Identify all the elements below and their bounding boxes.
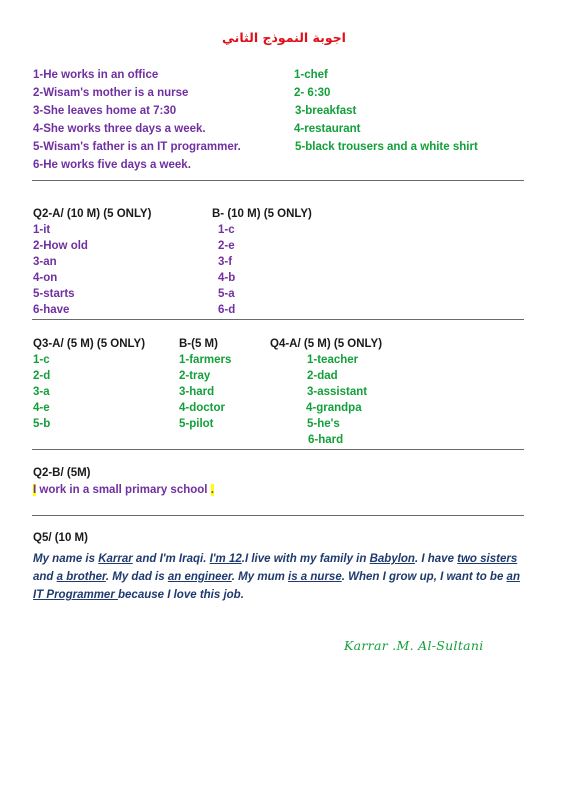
answer-line: 1-teacher [307,354,359,366]
answer-line: 5-Wisam's father is an IT programmer. [33,141,241,153]
answer-line: 1-farmers [179,354,232,366]
answer-line: 1-it [33,224,51,236]
answer-line: 4-grandpa [306,402,362,414]
q3a-block [33,336,145,432]
answer-line: 3-assistant [307,386,368,398]
answer-line: 5-b [33,418,51,430]
q1-right-answers [294,67,478,155]
answer-line: 3-an [33,256,57,268]
highlight-mark: I [33,484,37,496]
answer-line: 2-e [218,240,235,252]
answer-line: 2-dad [307,370,338,382]
answer-line: 4-doctor [179,402,225,414]
divider [32,515,524,516]
answer-line: 4-She works three days a week. [33,123,206,135]
answer-line: 3-She leaves home at 7:30 [33,105,177,117]
underlined-answer: I'm 12 [209,553,242,565]
answer-line: 2-Wisam's mother is a nurse [33,87,189,99]
q2b-match-block [212,206,312,318]
q1-left-answers [33,67,241,173]
underlined-answer: Karrar [98,553,133,565]
answer-text: work in a small primary school [36,484,211,496]
text-run: . When I grow up, I want to be [341,571,507,583]
underlined-answer: a brother [56,571,106,583]
answer-line: 6-have [33,304,70,316]
signature: Karrar .M. Al-Sultani [344,638,484,653]
answer-line: 4-b [218,272,236,284]
q5-paragraph [33,550,533,604]
answer-line: 2-tray [179,370,211,382]
answer-line: 4-e [33,402,50,414]
section-heading: Q3-A/ (5 M) (5 ONLY) [33,338,146,350]
answer-line: 1-chef [294,69,328,81]
text-run: . My mum [231,571,289,583]
q2b-answer [33,482,214,498]
underlined-answer: an engineer [167,571,232,583]
answer-line: 6-He works five days a week. [33,159,191,171]
page-title: اجوبة النموذج الثاني [222,30,346,45]
text-run: . I have [414,553,458,565]
divider [32,449,524,450]
section-heading: Q4-A/ (5 M) (5 ONLY) [270,338,383,350]
divider [32,180,524,181]
answer-line: 5-pilot [179,418,214,430]
q3b-block [179,336,231,432]
answer-line: 3-hard [179,386,215,398]
answer-line: 6-hard [308,434,344,446]
divider [32,319,524,320]
answer-line: 5-he's [307,418,340,430]
answer-line: 4-on [33,272,58,284]
text-run: My name is [33,553,99,565]
text-run: .I live with my family in [241,553,370,565]
section-heading: B- (10 M) (5 ONLY) [212,208,312,220]
answer-line: 1-c [33,354,50,366]
underlined-answer: is a nurse [288,571,342,583]
text-run: and I'm Iraqi. [132,553,210,565]
text-run: . My dad is [105,571,168,583]
q4a-block [270,336,382,448]
answer-line: 1-c [218,224,235,236]
answer-line: 4-restaurant [294,123,361,135]
section-heading: Q2-B/ (5M) [33,467,91,479]
underlined-answer: Babylon [369,553,415,565]
answer-line: 3-a [33,386,50,398]
q2a-block [33,206,151,318]
answer-line: 2-d [33,370,51,382]
answer-line: 3-f [218,256,233,268]
answer-line: 5-black trousers and a white shirt [295,141,478,153]
highlight-mark: . [210,484,214,496]
text-run: because I love this job. [118,589,244,601]
answer-line: 5-a [218,288,235,300]
section-heading: Q5/ (10 M) [33,532,88,544]
answer-line: 3-breakfast [295,105,357,117]
underlined-answer: an IT Programmer [33,571,520,601]
answer-line: 6-d [218,304,236,316]
answer-line: 5-starts [33,288,75,300]
answer-line: 2-How old [33,240,88,252]
answer-line: 1-He works in an office [33,69,159,81]
section-heading: Q2-A/ (10 M) (5 ONLY) [33,208,152,220]
section-heading: B-(5 M) [179,338,218,350]
answer-line: 2- 6:30 [294,87,331,99]
text-run: and [33,571,57,583]
underlined-answer: two sisters [457,553,518,565]
